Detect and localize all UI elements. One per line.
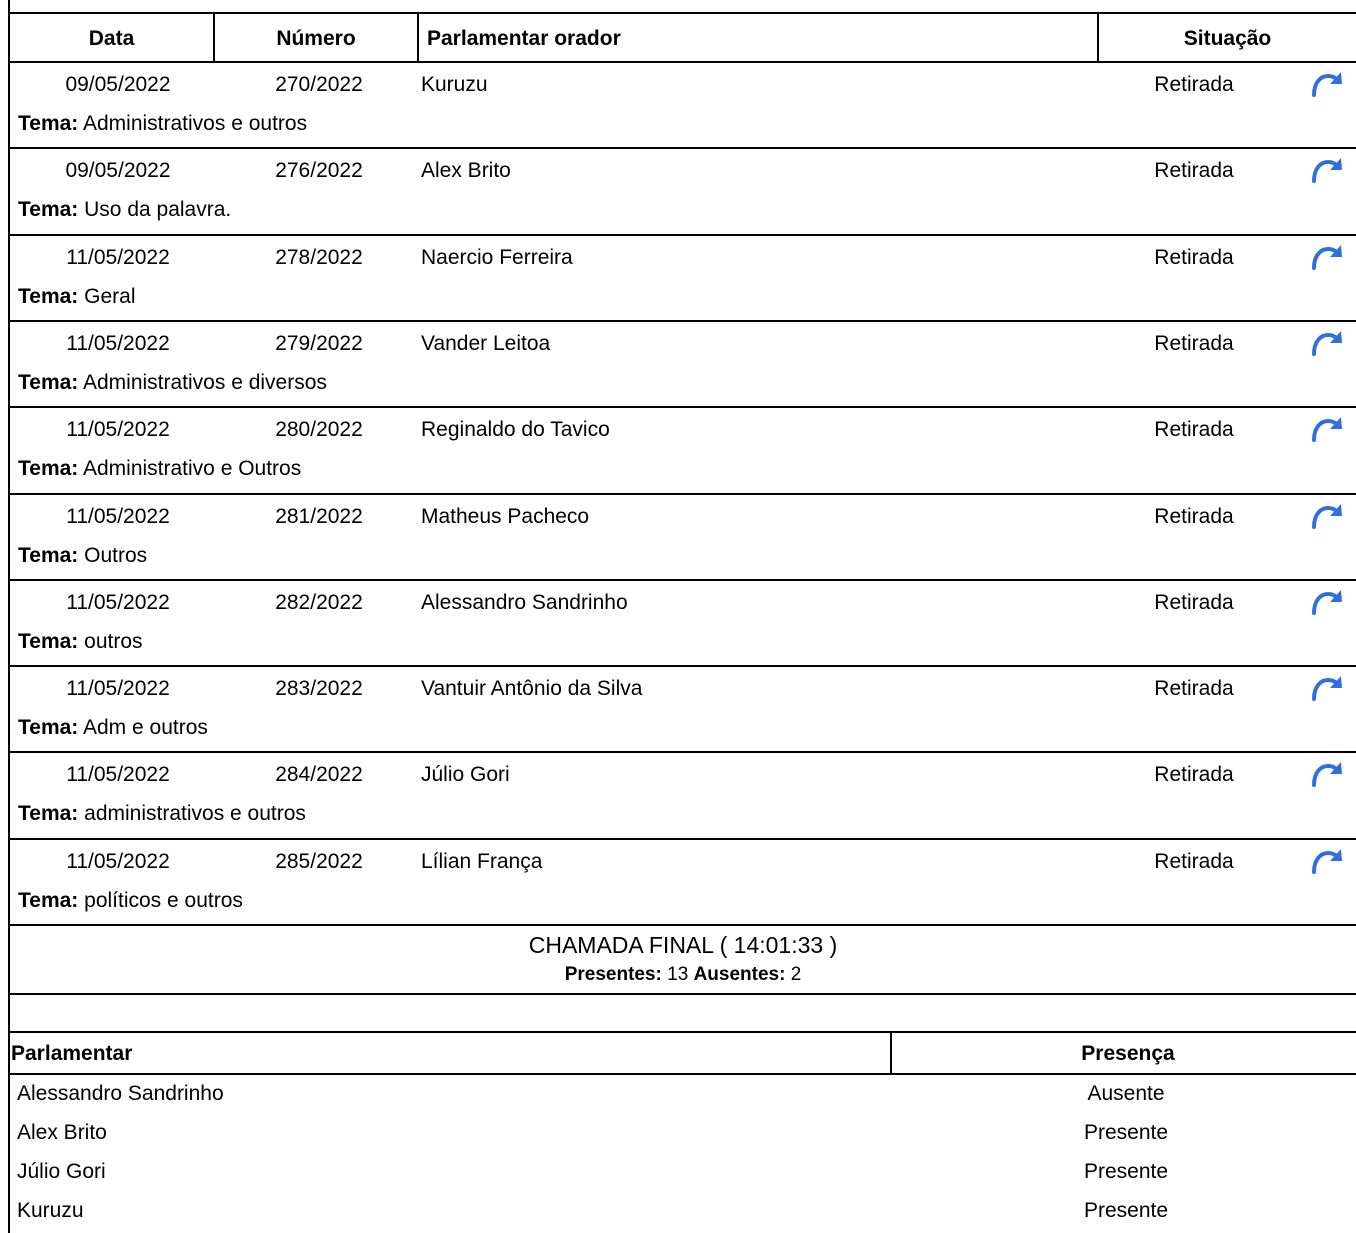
redo-arrow-icon[interactable] — [1310, 675, 1344, 701]
chamada-bottom-border — [8, 993, 1356, 995]
row-tema — [18, 889, 243, 913]
attendance-parlamentar: Alessandro Sandrinho — [17, 1082, 224, 1105]
row-data: 11/05/2022 — [66, 677, 170, 700]
redo-arrow-icon[interactable] — [1310, 157, 1344, 183]
row-bottom-border — [8, 493, 1356, 495]
column-header-orador: Parlamentar orador — [427, 27, 621, 50]
row-numero: 270/2022 — [275, 73, 363, 96]
row-bottom-border — [8, 751, 1356, 753]
attendance-top-border — [8, 1031, 1356, 1033]
row-tema — [18, 630, 143, 654]
table-top-border — [8, 12, 1356, 14]
row-situacao: Retirada — [1154, 159, 1234, 182]
row-data: 09/05/2022 — [65, 159, 171, 182]
row-tema — [18, 544, 147, 568]
row-numero: 279/2022 — [275, 332, 363, 355]
row-orador: Lílian França — [421, 850, 543, 873]
row-bottom-border — [8, 320, 1356, 322]
row-data: 11/05/2022 — [66, 418, 170, 441]
attendance-header-parlamentar: Parlamentar — [11, 1042, 133, 1065]
redo-arrow-icon[interactable] — [1310, 71, 1344, 97]
redo-arrow-icon[interactable] — [1310, 503, 1344, 529]
redo-arrow-icon[interactable] — [1310, 330, 1344, 356]
attendance-header-bottom-border — [8, 1073, 1356, 1075]
row-orador: Naercio Ferreira — [421, 246, 573, 269]
row-bottom-border — [8, 579, 1356, 581]
row-orador: Kuruzu — [421, 73, 488, 96]
redo-arrow-icon[interactable] — [1310, 244, 1344, 270]
row-numero: 278/2022 — [275, 246, 363, 269]
left-border — [8, 0, 10, 1233]
attendance-presenca: Presente — [1083, 1199, 1169, 1222]
row-data: 11/05/2022 — [66, 246, 170, 269]
row-orador: Alex Brito — [421, 159, 511, 182]
tema-label: Tema: — [18, 112, 79, 135]
chamada-final-summary — [10, 964, 1356, 986]
chamada-final-title: CHAMADA FINAL ( 14:01:33 ) — [528, 932, 838, 958]
row-numero: 282/2022 — [275, 591, 363, 614]
row-data: 09/05/2022 — [65, 73, 171, 96]
tema-label: Tema: — [18, 544, 79, 567]
row-bottom-border — [8, 924, 1356, 926]
row-orador: Reginaldo do Tavico — [421, 418, 610, 441]
tema-value: políticos e outros — [84, 889, 243, 912]
row-situacao: Retirada — [1154, 591, 1234, 614]
row-situacao: Retirada — [1154, 677, 1234, 700]
tema-value: outros — [84, 630, 143, 653]
tema-label: Tema: — [18, 716, 79, 739]
row-orador: Vander Leitoa — [421, 332, 551, 355]
row-situacao: Retirada — [1154, 332, 1234, 355]
ausentes-label: Ausentes: — [693, 964, 786, 985]
attendance-parlamentar: Júlio Gori — [17, 1160, 106, 1183]
row-numero: 280/2022 — [275, 418, 363, 441]
tema-value: Adm e outros — [82, 716, 208, 739]
header-bottom-border — [8, 61, 1356, 63]
row-orador: Matheus Pacheco — [421, 505, 590, 528]
tema-label: Tema: — [18, 371, 79, 394]
redo-arrow-icon[interactable] — [1310, 416, 1344, 442]
row-bottom-border — [8, 665, 1356, 667]
row-tema — [18, 802, 306, 826]
row-numero: 281/2022 — [275, 505, 363, 528]
redo-arrow-icon[interactable] — [1310, 848, 1344, 874]
row-orador: Vantuir Antônio da Silva — [421, 677, 643, 700]
row-situacao: Retirada — [1154, 850, 1234, 873]
row-situacao: Retirada — [1154, 418, 1234, 441]
tema-value: Administrativo e Outros — [82, 457, 302, 480]
row-tema — [18, 457, 301, 481]
row-tema — [18, 198, 231, 222]
attendance-header-presenca: Presença — [1081, 1042, 1175, 1065]
row-numero: 276/2022 — [275, 159, 363, 182]
tema-value: administrativos e outros — [84, 802, 306, 825]
presentes-label: Presentes: — [564, 964, 662, 985]
row-bottom-border — [8, 234, 1356, 236]
attendance-parlamentar: Alex Brito — [17, 1121, 107, 1144]
row-tema — [18, 716, 208, 740]
attendance-presenca: Presente — [1083, 1160, 1169, 1183]
row-numero: 284/2022 — [275, 763, 363, 786]
row-orador: Júlio Gori — [421, 763, 510, 786]
column-header-numero: Número — [276, 27, 356, 50]
row-bottom-border — [8, 406, 1356, 408]
row-situacao: Retirada — [1154, 73, 1234, 96]
tema-value: Outros — [84, 544, 148, 567]
tema-label: Tema: — [18, 889, 79, 912]
row-bottom-border — [8, 147, 1356, 149]
row-orador: Alessandro Sandrinho — [421, 591, 628, 614]
row-data: 11/05/2022 — [66, 591, 170, 614]
tema-label: Tema: — [18, 630, 79, 653]
tema-value: Geral — [84, 285, 136, 308]
row-numero: 285/2022 — [275, 850, 363, 873]
row-data: 11/05/2022 — [66, 332, 170, 355]
presentes-value: 13 — [667, 964, 689, 985]
row-data: 11/05/2022 — [66, 763, 170, 786]
redo-arrow-icon[interactable] — [1310, 761, 1344, 787]
row-tema — [18, 112, 307, 136]
row-numero: 283/2022 — [275, 677, 363, 700]
column-header-data: Data — [88, 27, 135, 50]
header-separator — [417, 12, 419, 62]
attendance-parlamentar: Kuruzu — [17, 1199, 84, 1222]
attendance-presenca: Presente — [1083, 1121, 1169, 1144]
tema-label: Tema: — [18, 285, 79, 308]
row-tema — [18, 371, 327, 395]
row-data: 11/05/2022 — [66, 505, 170, 528]
attendance-presenca: Ausente — [1087, 1082, 1165, 1105]
tema-value: Administrativos e diversos — [82, 371, 327, 394]
row-situacao: Retirada — [1154, 505, 1234, 528]
tema-label: Tema: — [18, 802, 79, 825]
row-situacao: Retirada — [1154, 246, 1234, 269]
tema-value: Uso da palavra. — [84, 198, 232, 221]
row-data: 11/05/2022 — [66, 850, 170, 873]
attendance-header-separator — [890, 1031, 892, 1074]
row-tema — [18, 285, 136, 309]
ausentes-value: 2 — [790, 964, 802, 985]
tema-label: Tema: — [18, 457, 79, 480]
column-header-situacao: Situação — [1183, 27, 1272, 50]
tema-label: Tema: — [18, 198, 79, 221]
tema-value: Administrativos e outros — [82, 112, 308, 135]
row-bottom-border — [8, 838, 1356, 840]
redo-arrow-icon[interactable] — [1310, 589, 1344, 615]
row-situacao: Retirada — [1154, 763, 1234, 786]
